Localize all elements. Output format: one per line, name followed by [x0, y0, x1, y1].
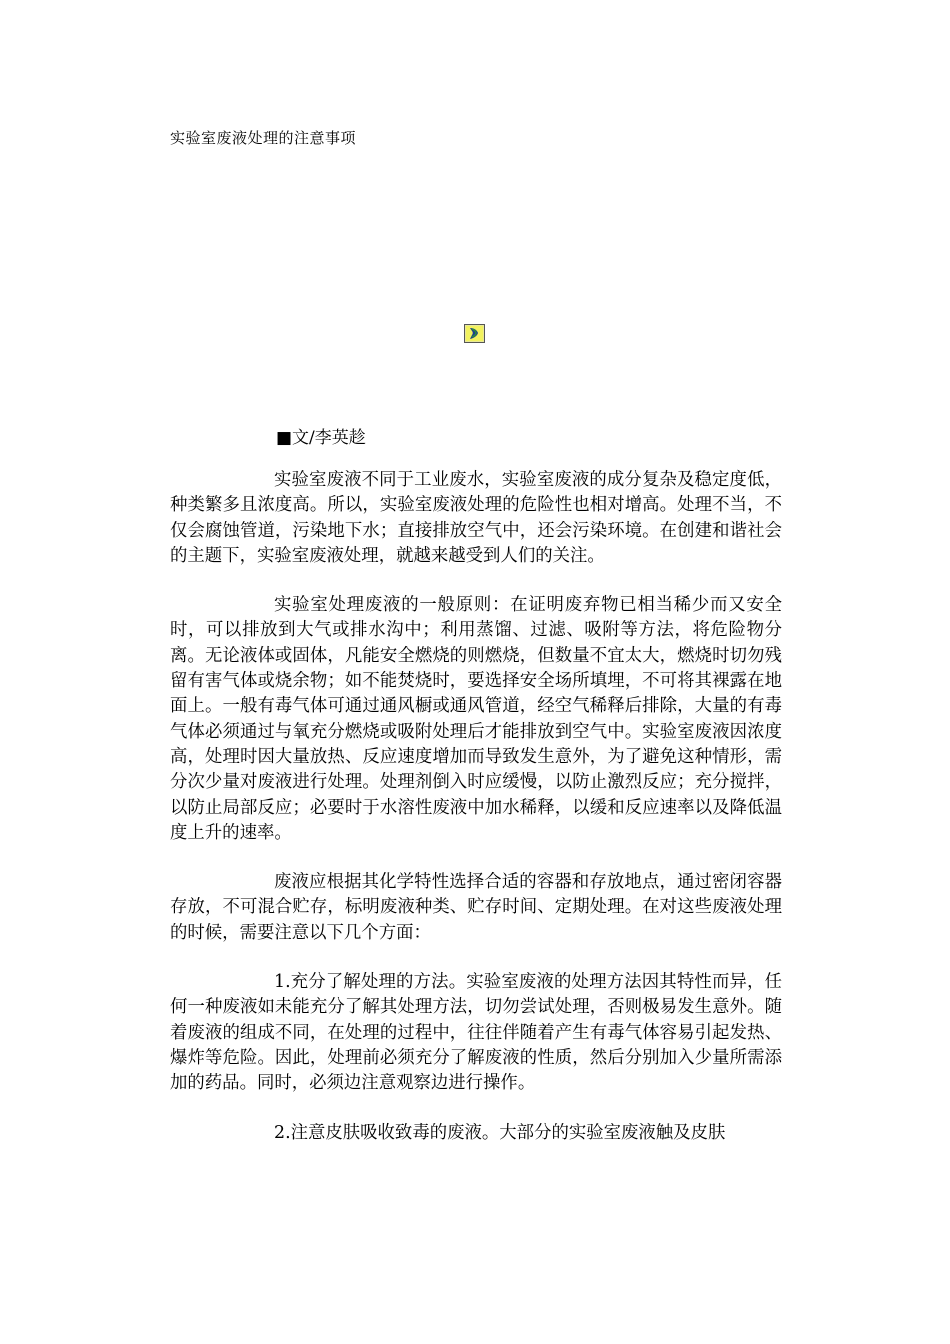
document-title: 实验室废液处理的注意事项 — [170, 129, 357, 147]
embedded-picture-icon — [464, 324, 485, 343]
paragraph: 2.注意皮肤吸收致毒的废液。大部分的实验室废液触及皮肤 — [274, 1122, 726, 1143]
paragraph: 实验室处理废液的一般原则：在证明废弃物已相当稀少而又安全时，可以排放到大气或排水沟中；利用蒸馏、过滤、吸附等方法，将危险物分离。无论液体或固体，凡能安全燃烧的则燃烧，但数量不宜太大，燃烧时切勿残留有害气体或烧余物；如不能焚烧时，要选择安全场所填埋，不可将其裸露在地面上。一般有毒气体可通过通风橱或通风管道，经空气稀释后排除，大量的有毒气体必须通过与氧充分燃烧或吸附处理后才能排放到空气中。实验室废液因浓度高，处理时因大量放热、反应速度增加而导致发生意外，为了避免这种情形，需分次少量对废液进行处理。处理剂倒入时应缓慢，以防止激烈反应；充分搅拌，以防止局部反应；必要时于水溶性废液中加水稀释，以缓和反应速率以及降低温度上升的速率。 — [170, 595, 782, 843]
paragraph: 1.充分了解处理的方法。实验室废液的处理方法因其特性而异，任何一种废液如未能充分了解其处理方法，切勿尝试处理，否则极易发生意外。随着废液的组成不同，在处理的过程中，往往伴随着产生有毒气体容易引起发热、爆炸等危险。因此，处理前必须充分了解废液的性质，然后分别加入少量所需添加的药品。同时，必须边注意观察边进行操作。 — [170, 972, 782, 1094]
article-body — [170, 468, 782, 1170]
paragraph: 废液应根据其化学特性选择合适的容器和存放地点，通过密闭容器存放，不可混合贮存，标明废液种类、贮存时间、定期处理。在对这些废液处理的时候，需要注意以下几个方面： — [170, 872, 782, 943]
author-byline: ■文/李英趁 — [276, 428, 366, 448]
paragraph: 实验室废液不同于工业废水，实验室废液的成分复杂及稳定度低，种类繁多且浓度高。所以，实验室废液处理的危险性也相对增高。处理不当，不仅会腐蚀管道，污染地下水；直接排放空气中，还会污染环境。在创建和谐社会的主题下，实验室废液处理，就越来越受到人们的关注。 — [170, 470, 782, 566]
